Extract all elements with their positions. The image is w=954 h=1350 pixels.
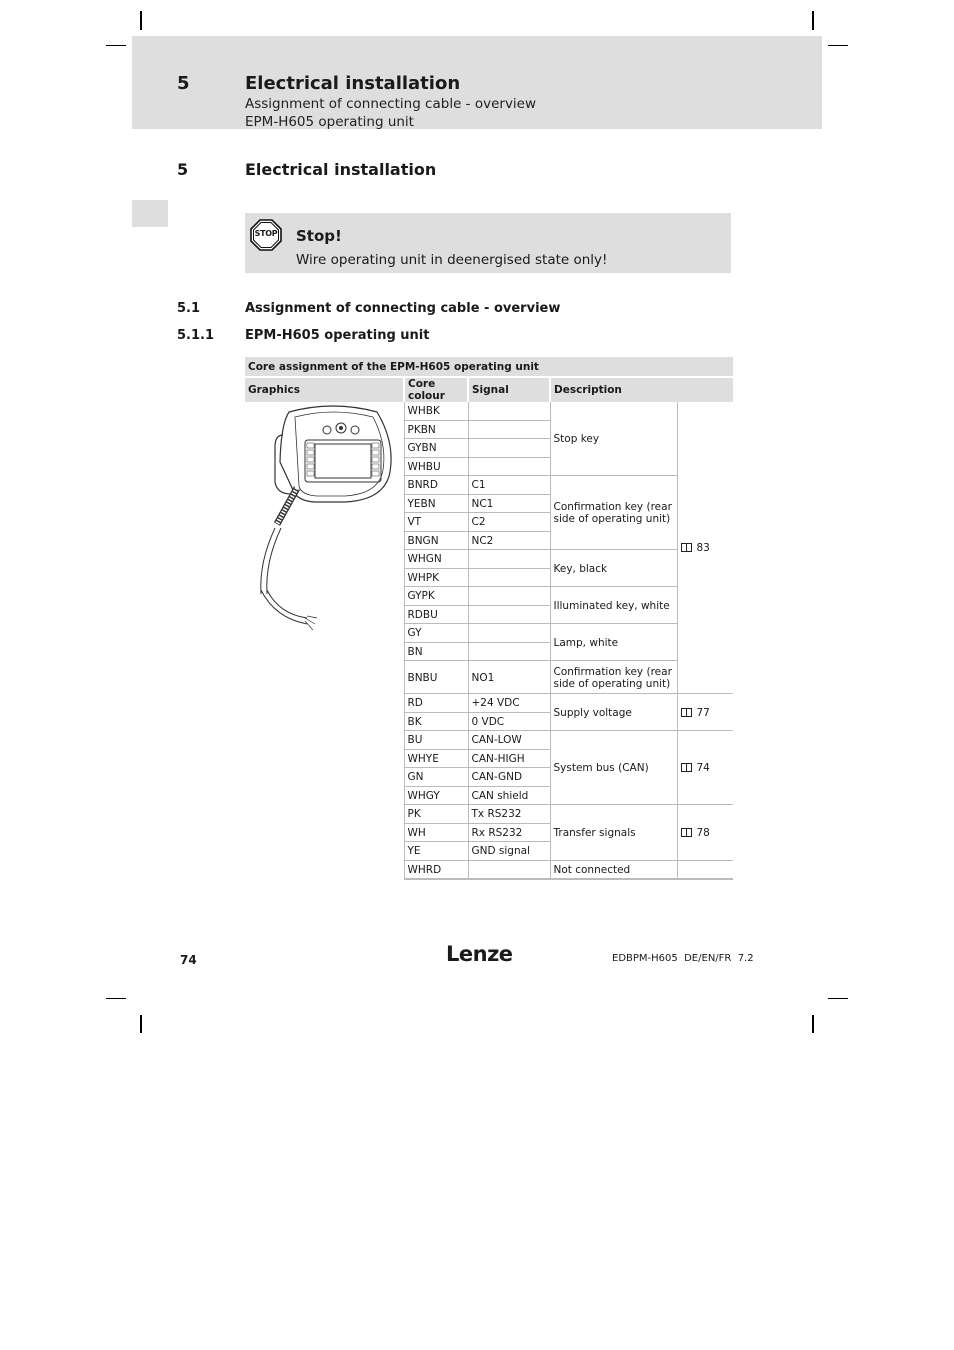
table-row: BNRD C1 Confirmation key (rear side of operating unit): [245, 476, 733, 495]
description-cell: Not connected: [550, 860, 677, 879]
header-subtitle-1: Assignment of connecting cable - overview: [245, 96, 537, 112]
book-icon: [681, 543, 692, 552]
crop-mark: [812, 11, 814, 30]
stop-text: Wire operating unit in deenergised state only!: [296, 252, 608, 268]
operating-unit-illustration: [245, 402, 404, 632]
reference-cell: 74: [677, 731, 733, 805]
description-cell: Supply voltage: [550, 694, 677, 731]
table-row: GN CAN-GND: [245, 768, 733, 787]
reference-cell: [677, 860, 733, 879]
subsection-2-number: 5.1.1: [177, 328, 215, 343]
crop-mark: [140, 11, 142, 30]
graphics-cell: [245, 402, 404, 879]
subsection-1-number: 5.1: [177, 301, 201, 316]
crop-mark: [828, 45, 848, 46]
header-chapter-number: 5: [177, 73, 190, 94]
document-id: EDBPM-H605 DE/EN/FR 7.2: [612, 953, 754, 964]
table-row: PKBN: [245, 420, 733, 439]
header-subtitle-2: EPM-H605 operating unit: [245, 114, 414, 130]
table-row: WHGN Key, black: [245, 550, 733, 569]
stop-sign-label: STOP: [254, 229, 278, 238]
column-header-description: Description: [550, 377, 733, 402]
crop-mark: [828, 998, 848, 999]
table-row: WHPK: [245, 568, 733, 587]
table-row: BK 0 VDC: [245, 712, 733, 731]
column-header-core-colour: Core colour: [404, 377, 468, 402]
reference-cell: 78: [677, 805, 733, 861]
table-row: BNGN NC2: [245, 531, 733, 550]
table-row: WH Rx RS232: [245, 823, 733, 842]
table-row: RD +24 VDC Supply voltage 77: [245, 694, 733, 713]
table-row: WHBU: [245, 457, 733, 476]
subsection-1-title: Assignment of connecting cable - overview: [245, 301, 561, 316]
column-header-signal: Signal: [468, 377, 550, 402]
column-header-graphics: Graphics: [245, 377, 404, 402]
description-cell: Illuminated key, white: [550, 587, 677, 624]
section-title: Electrical installation: [245, 160, 437, 179]
side-tab-marker: [132, 200, 168, 227]
page-number: 74: [180, 953, 197, 967]
description-cell: Key, black: [550, 550, 677, 587]
header-band: [132, 36, 822, 129]
core-colour-cell: WHBK: [404, 402, 468, 420]
table-row: WHYE CAN-HIGH: [245, 749, 733, 768]
core-assignment-table: [245, 357, 733, 880]
table-row: BN: [245, 642, 733, 661]
reference-cell: 77: [677, 694, 733, 731]
crop-mark: [106, 45, 126, 46]
header-chapter-title: Electrical installation: [245, 73, 461, 94]
section-number: 5: [177, 160, 189, 179]
crop-mark: [812, 1015, 814, 1033]
table-row: RDBU: [245, 605, 733, 624]
table-row: BNBU NO1 Confirmation key (rear side of operating unit): [245, 661, 733, 694]
table-row: GY Lamp, white: [245, 624, 733, 643]
crop-mark: [140, 1015, 142, 1033]
stop-sign-icon: [250, 219, 282, 251]
description-cell: Confirmation key (rear side of operating unit): [550, 661, 677, 694]
table-row: BU CAN-LOW System bus (CAN) 74: [245, 731, 733, 750]
table-row: GYBN: [245, 439, 733, 458]
stop-title: Stop!: [296, 227, 342, 245]
description-cell: Lamp, white: [550, 624, 677, 661]
reference-cell: 83: [677, 402, 733, 694]
table-caption: Core assignment of the EPM-H605 operating unit: [245, 357, 733, 377]
table-row: YE GND signal: [245, 842, 733, 861]
table-row: GYPK Illuminated key, white: [245, 587, 733, 606]
subsection-2-title: EPM-H605 operating unit: [245, 328, 430, 343]
description-cell: Stop key: [550, 402, 677, 476]
description-cell: Transfer signals: [550, 805, 677, 861]
table-row: WHGY CAN shield: [245, 786, 733, 805]
book-icon: [681, 708, 692, 717]
signal-cell: [468, 402, 550, 420]
table-row: [245, 402, 733, 420]
table-row: VT C2: [245, 513, 733, 532]
description-cell: Confirmation key (rear side of operating unit): [550, 476, 677, 550]
description-cell: System bus (CAN): [550, 731, 677, 805]
table-row: YEBN NC1: [245, 494, 733, 513]
table-row: PK Tx RS232 Transfer signals 78: [245, 805, 733, 824]
crop-mark: [106, 998, 126, 999]
book-icon: [681, 763, 692, 772]
lenze-logo: Lenze: [446, 942, 513, 966]
table-row: WHRD Not connected: [245, 860, 733, 879]
book-icon: [681, 828, 692, 837]
